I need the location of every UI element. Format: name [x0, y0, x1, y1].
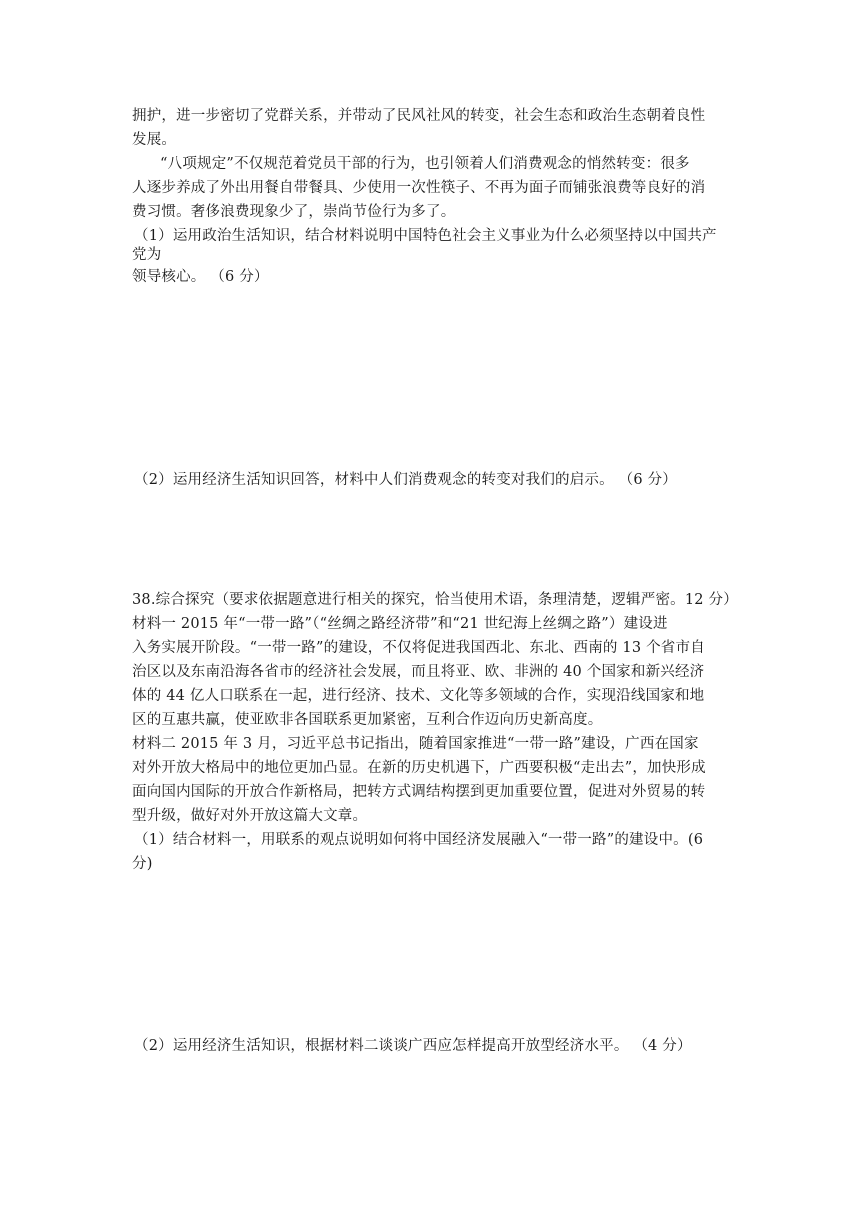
material-2-line-2: 对外开放大格局中的地位更加凸显。在新的历史机遇下，广西要积极“走出去”，加快形成	[132, 760, 706, 776]
question-38-heading: 38.综合探究（要求依据题意进行相关的探究，恰当使用术语，条理清楚，逻辑严密。12 分）	[132, 592, 738, 608]
question-37-1-line-1: （1）运用政治生活知识，结合材料说明中国特色社会主义事业为什么必须坚持以中国共产	[134, 228, 717, 244]
paragraph-2-line-3: 费习惯。奢侈浪费现象少了，崇尚节俭行为多了。	[132, 204, 456, 220]
question-38-1-line-1: （1）结合材料一，用联系的观点说明如何将中国经济发展融入“一带一路”的建设中。(6	[134, 832, 704, 848]
material-1-line-5: 区的互惠共赢，使亚欧非各国联系更加紧密，互利合作迈向历史新高度。	[132, 712, 603, 728]
material-2-line-3: 面向国内国际的开放合作新格局，把转方式调结构摆到更加重要位置，促进对外贸易的转	[132, 784, 706, 800]
question-38-2: （2）运用经济生活知识，根据材料二谈谈广西应怎样提高开放型经济水平。 （4 分）	[134, 1038, 692, 1054]
question-37-1-line-2: 党为	[132, 247, 162, 263]
material-1-line-2: 入务实展开阶段。“一带一路”的建设，不仅将促进我国西北、东北、西南的 13 个省市自	[132, 640, 705, 656]
paragraph-2-line-2: 人逐步养成了外出用餐自带餐具、少使用一次性筷子、不再为面子而铺张浪费等良好的消	[132, 180, 706, 196]
paragraph-1-line-1: 拥护，进一步密切了党群关系，并带动了民风社风的转变，社会生态和政治生态朝着良性	[132, 108, 706, 124]
paragraph-2-line-1: “八项规定”不仅规范着党员干部的行为，也引领着人们消费观念的悄然转变：很多	[160, 156, 690, 172]
question-37-1-line-3: 领导核心。 （6 分）	[132, 269, 269, 285]
paragraph-1-line-2: 发展。	[132, 132, 177, 148]
material-1-line-4: 体的 44 亿人口联系在一起，进行经济、技术、文化等多领域的合作，实现沿线国家和地	[132, 688, 705, 704]
question-38-1-line-2: 分)	[132, 856, 153, 872]
material-1-line-3: 治区以及东南沿海各省市的经济社会发展，而且将亚、欧、非洲的 40 个国家和新兴经济	[132, 664, 705, 680]
material-2-line-1: 材料二 2015 年 3 月，习近平总书记指出，随着国家推进“一带一路”建设，广西在国家	[132, 736, 699, 752]
question-37-2: （2）运用经济生活知识回答，材料中人们消费观念的转变对我们的启示。 （6 分）	[134, 472, 677, 488]
material-2-line-4: 型升级，做好对外开放这篇大文章。	[132, 808, 368, 824]
material-1-line-1: 材料一 2015 年“一带一路”（“丝绸之路经济带”和“21 世纪海上丝绸之路”）建设进	[132, 616, 668, 632]
